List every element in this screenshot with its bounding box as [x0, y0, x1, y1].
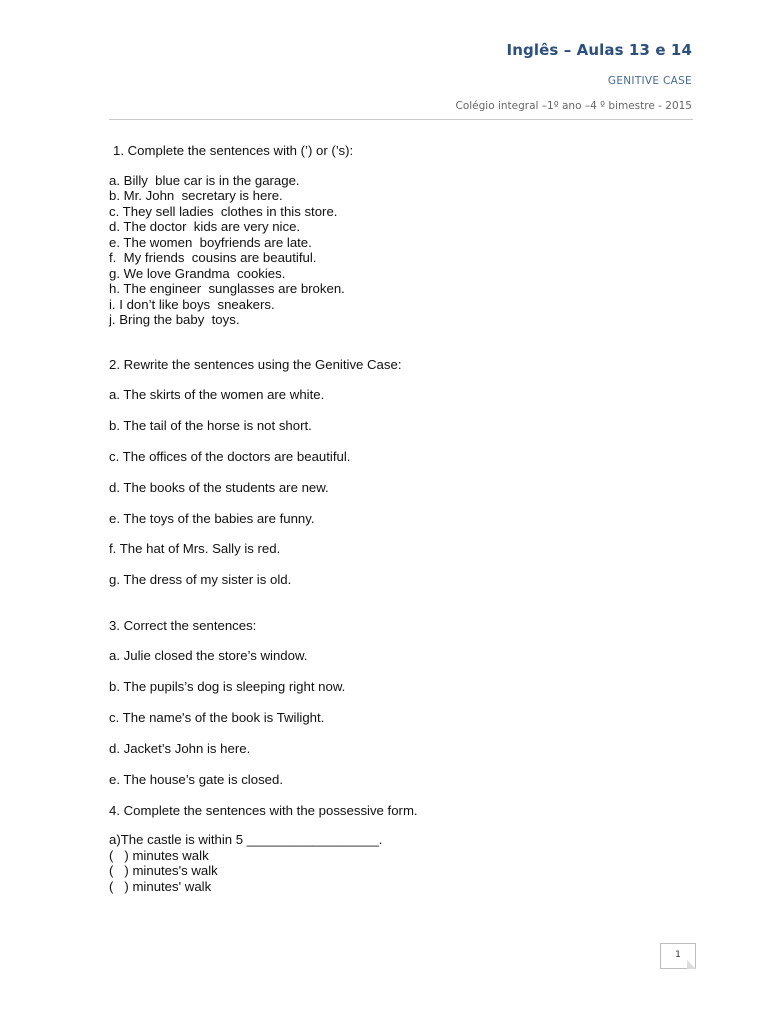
school-info: Colégio integral –1º ano –4 º bimestre - 2015 [455, 100, 692, 112]
list-item: f. The hat of Mrs. Sally is red. [109, 541, 281, 557]
page-fold-icon [687, 960, 696, 969]
question-2 [109, 357, 699, 588]
list-item: g. We love Grandma cookies. [109, 265, 286, 281]
worksheet-body [109, 143, 699, 894]
question-1-heading: 1. Complete the sentences with (’) or (’s): [113, 143, 354, 158]
list-item: c. They sell ladies clothes in this store. [109, 203, 338, 219]
list-item: b. The pupils’s dog is sleeping right now. [109, 679, 346, 695]
question-3 [109, 618, 699, 788]
list-item: b. Mr. John secretary is here. [109, 188, 283, 203]
list-item: d. Jacket’s John is here. [109, 741, 251, 757]
header-divider [109, 119, 693, 120]
answer-option: ( ) minutes walk [109, 847, 209, 863]
list-item: i. I don’t like boys sneakers. [109, 296, 275, 312]
list-item: h. The engineer sunglasses are broken. [109, 281, 345, 296]
document-title: Inglês – Aulas 13 e 14 [506, 41, 692, 59]
list-item: e. The women boyfriends are late. [109, 234, 312, 250]
page-number-badge [660, 943, 696, 969]
list-item: a. Julie closed the store’s window. [109, 648, 308, 664]
question-4-block [109, 832, 699, 894]
list-item: c. The name's of the book is Twilight. [109, 710, 325, 726]
question-4-prompt: a)The castle is within 5 __________________. [109, 832, 383, 848]
question-3-heading: 3. Correct the sentences: [109, 617, 257, 633]
list-item: b. The tail of the horse is not short. [109, 417, 312, 433]
list-item: g. The dress of my sister is old. [109, 572, 292, 588]
answer-option: ( ) minutes's walk [109, 863, 218, 879]
list-item: d. The doctor kids are very nice. [109, 219, 301, 234]
list-item: f. My friends cousins are beautiful. [109, 250, 317, 265]
list-item: c. The offices of the doctors are beautiful. [109, 448, 351, 464]
answer-option: ( ) minutes' walk [109, 878, 212, 894]
list-item: e. The toys of the babies are funny. [109, 510, 315, 526]
question-4-heading: 4. Complete the sentences with the possessive form. [109, 802, 418, 818]
question-1-items [109, 173, 699, 328]
list-item: d. The books of the students are new. [109, 479, 329, 495]
question-1 [109, 143, 699, 328]
list-item: e. The house’s gate is closed. [109, 771, 283, 787]
question-2-heading: 2. Rewrite the sentences using the Genitive Case: [109, 356, 402, 372]
page-number: 1 [675, 950, 681, 960]
list-item: j. Bring the baby toys. [109, 312, 240, 327]
document-subtitle: GENITIVE CASE [607, 75, 692, 87]
list-item: a. Billy blue car is in the garage. [109, 172, 300, 188]
question-4 [109, 803, 699, 895]
list-item: a. The skirts of the women are white. [109, 387, 325, 402]
